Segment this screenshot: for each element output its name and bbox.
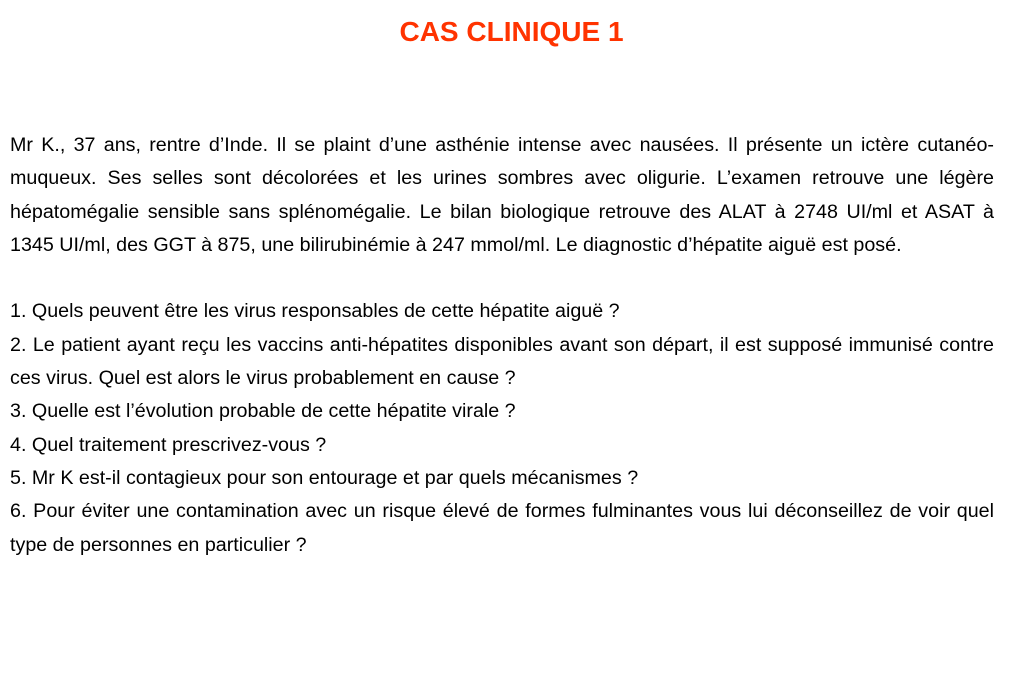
question-6: 6. Pour éviter une contamination avec un risque élevé de formes fulminantes vous lui déconseillez de voir quel type de personnes en particulier ? (10, 500, 994, 556)
paragraph-spacer (10, 262, 994, 295)
question-2: 2. Le patient ayant reçu les vaccins anti-hépatites disponibles avant son départ, il est supposé immunisé contre ces virus. Quel est alors le virus probablement en cause ? (10, 333, 994, 390)
slide-title: CAS CLINIQUE 1 (399, 16, 624, 47)
question-4: 4. Quel traitement prescrivez-vous ? (10, 433, 327, 456)
question-5: 5. Mr K est-il contagieux pour son entourage et par quels mécanismes ? (10, 466, 639, 489)
slide-content (10, 129, 994, 562)
question-3: 3. Quelle est l’évolution probable de cette hépatite virale ? (10, 400, 516, 423)
case-description: Mr K., 37 ans, rentre d’Inde. Il se plaint d’une asthénie intense avec nausées. Il présente un ictère cutanéo-muqueux. Ses selles sont décolorées et les urines sombres avec oligurie. L’examen retrouve une légère hépatomégalie sensible sans splénomégalie. Le bilan biologique retrouve des ALAT à 2748 UI/ml et ASAT à 1345 UI/ml, des GGT à 875, une bilirubinémie à 247 mmol/ml. Le diagnostic d’hépatite aiguë est posé. (10, 134, 994, 256)
question-1: 1. Quels peuvent être les virus responsables de cette hépatite aiguë ? (10, 300, 620, 323)
